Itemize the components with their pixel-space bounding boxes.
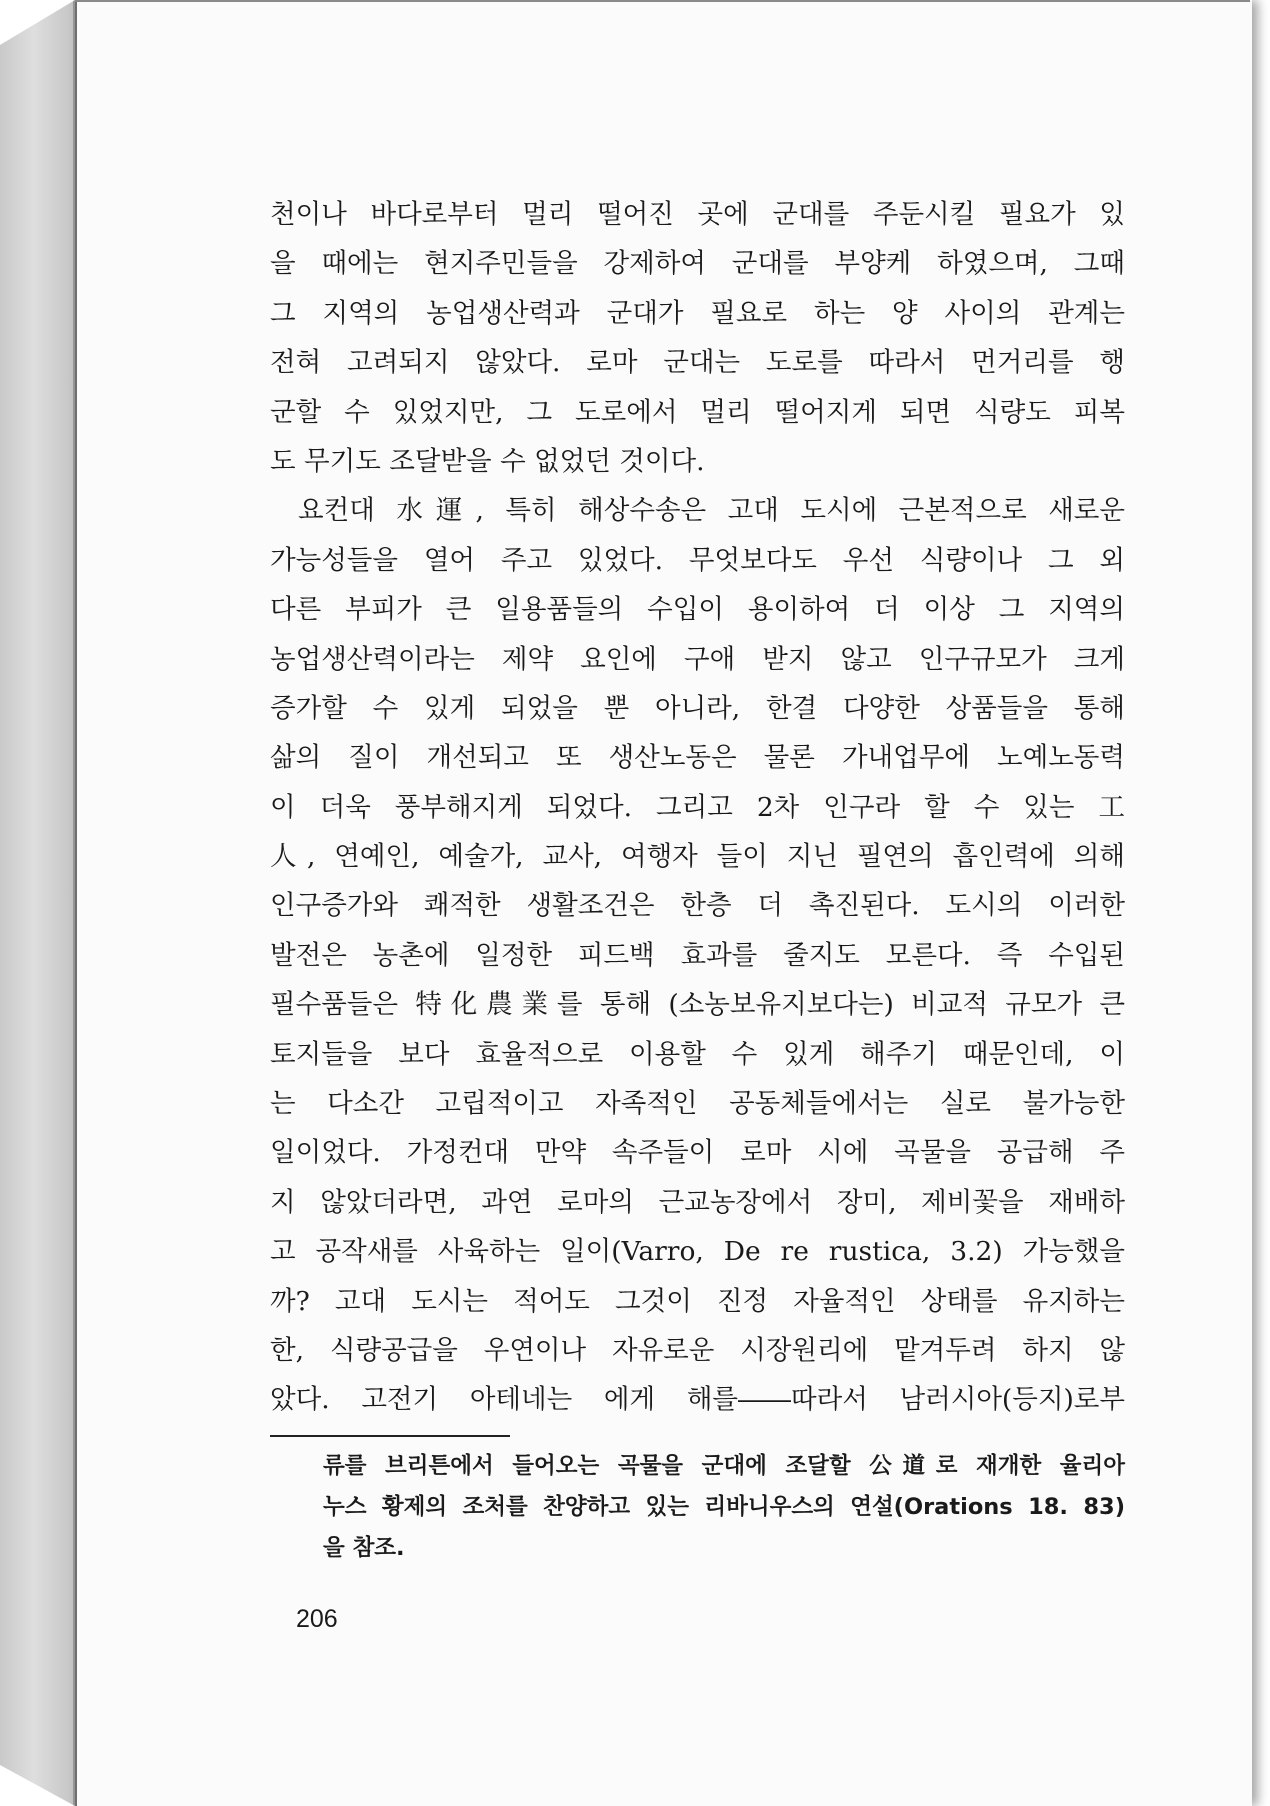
body-line: 았다. 고전기 아테네는 에게 해를――따라서 남러시아(등지)로부 <box>270 1384 1125 1416</box>
page-number: 206 <box>296 1605 338 1633</box>
body-line: 다른 부피가 큰 일용품들의 수입이 용이하여 더 이상 그 지역의 <box>270 594 1125 626</box>
body-line: 인구증가와 쾌적한 생활조건은 한층 더 촉진된다. 도시의 이러한 <box>270 890 1125 922</box>
body-line: 이 더욱 풍부해지게 되었다. 그리고 2차 인구라 할 수 있는 工 <box>270 791 1125 823</box>
body-text <box>270 190 1125 1425</box>
body-line: 가능성들을 열어 주고 있었다. 무엇보다도 우선 식량이나 그 외 <box>270 544 1125 576</box>
body-line: 한, 식량공급을 우연이나 자유로운 시장원리에 맡겨두려 하지 않 <box>270 1334 1125 1366</box>
body-line: 필수품들은 特化農業를 통해 (소농보유지보다는) 비교적 규모가 큰 <box>270 989 1125 1021</box>
body-line: 요컨대 水運, 특히 해상수송은 고대 도시에 근본적으로 새로운 <box>298 495 1125 527</box>
body-line: 도 무기도 조달받을 수 없었던 것이다. <box>270 445 705 477</box>
body-line: 는 다소간 고립적이고 자족적인 공동체들에서는 실로 불가능한 <box>270 1088 1125 1120</box>
body-line: 일이었다. 가정컨대 만약 속주들이 로마 시에 곡물을 공급해 주 <box>270 1137 1125 1169</box>
footnote <box>323 1446 1125 1569</box>
body-line: 천이나 바다로부터 멀리 떨어진 곳에 군대를 주둔시킬 필요가 있 <box>270 199 1125 230</box>
body-line: 토지들을 보다 효율적으로 이용할 수 있게 해주기 때문인데, 이 <box>270 1038 1125 1070</box>
footnote-line: 을 참조. <box>323 1535 405 1561</box>
body-line: 농업생산력이라는 제약 요인에 구애 받지 않고 인구규모가 크게 <box>270 643 1125 675</box>
page-top-edge <box>75 0 1250 2</box>
body-line: 발전은 농촌에 일정한 피드백 효과를 줄지도 모른다. 즉 수입된 <box>270 939 1125 971</box>
body-line: 삶의 질이 개선되고 또 생산노동은 물론 가내업무에 노예노동력 <box>270 742 1125 774</box>
body-line: 그 지역의 농업생산력과 군대가 필요로 하는 양 사이의 관계는 <box>270 297 1125 329</box>
book-spine-edge <box>0 0 75 1806</box>
body-line: 을 때에는 현지주민들을 강제하여 군대를 부양케 하였으며, 그때 <box>270 248 1125 280</box>
footnote-line: 누스 황제의 조처를 찬양하고 있는 리바니우스의 연설(Orations 18. 83) <box>323 1494 1125 1520</box>
body-line: 전혀 고려되지 않았다. 로마 군대는 도로를 따라서 먼거리를 행 <box>270 347 1125 379</box>
body-line: 증가할 수 있게 되었을 뿐 아니라, 한결 다양한 상품들을 통해 <box>270 692 1125 724</box>
footnote-line: 류를 브리튼에서 들어오는 곡물을 군대에 조달할 公道로 재개한 율리아 <box>323 1453 1125 1479</box>
body-line: 고 공작새를 사육하는 일이(Varro, De re rustica, 3.2) 가능했을 <box>270 1236 1125 1268</box>
body-line: 까? 고대 도시는 적어도 그것이 진정 자율적인 상태를 유지하는 <box>270 1285 1125 1317</box>
body-line: 군할 수 있었지만, 그 도로에서 멀리 떨어지게 되면 식량도 피복 <box>270 396 1125 428</box>
body-line: 지 않았더라면, 과연 로마의 근교농장에서 장미, 제비꽃을 재배하 <box>270 1186 1125 1218</box>
body-line: 人, 연예인, 예술가, 교사, 여행자 들이 지닌 필연의 흡인력에 의해 <box>270 841 1125 873</box>
footnote-divider <box>270 1435 510 1437</box>
